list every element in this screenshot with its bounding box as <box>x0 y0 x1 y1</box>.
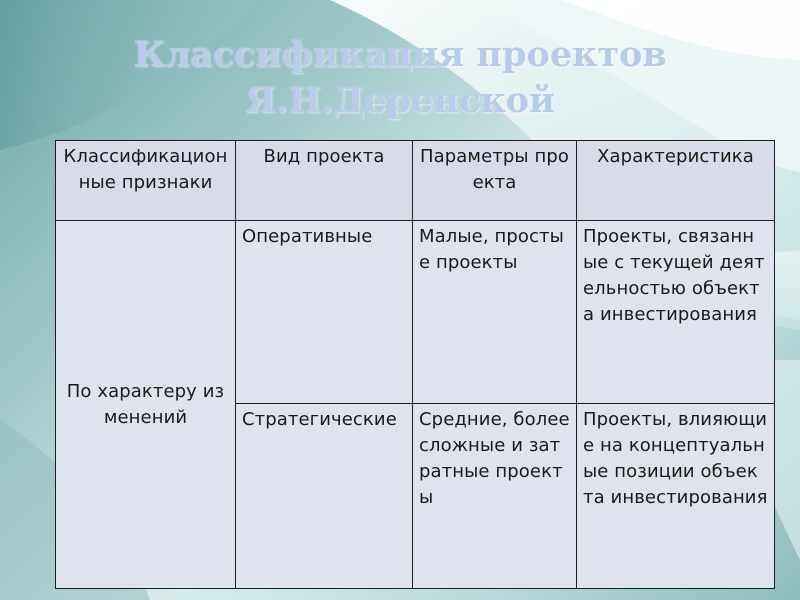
project-type-cell: Оперативные <box>236 221 413 404</box>
column-header: Параметры проекта <box>413 141 577 221</box>
table-row <box>56 221 775 404</box>
slide-title <box>60 32 740 124</box>
project-params-cell: Малые, простые проекты <box>413 221 577 404</box>
classification-table <box>55 140 775 589</box>
project-params-cell: Средние, более сложные и затратные проекты <box>413 404 577 589</box>
project-desc-cell: Проекты, влияющие на концептуальные позиции объекта инвестирования <box>577 404 775 589</box>
group-label-cell: По характеру изменений <box>56 221 236 589</box>
column-header: Характеристика <box>577 141 775 221</box>
title-line-1: Классификация проектов <box>133 34 667 75</box>
column-header: Классификационные признаки <box>56 141 236 221</box>
title-line-2: Я.Н.Деренской <box>245 80 555 121</box>
project-desc-cell: Проекты, связанные с текущей деятельностью объекта инвестирования <box>577 221 775 404</box>
project-type-cell: Стратегические <box>236 404 413 589</box>
column-header: Вид проекта <box>236 141 413 221</box>
header-row <box>56 141 775 221</box>
